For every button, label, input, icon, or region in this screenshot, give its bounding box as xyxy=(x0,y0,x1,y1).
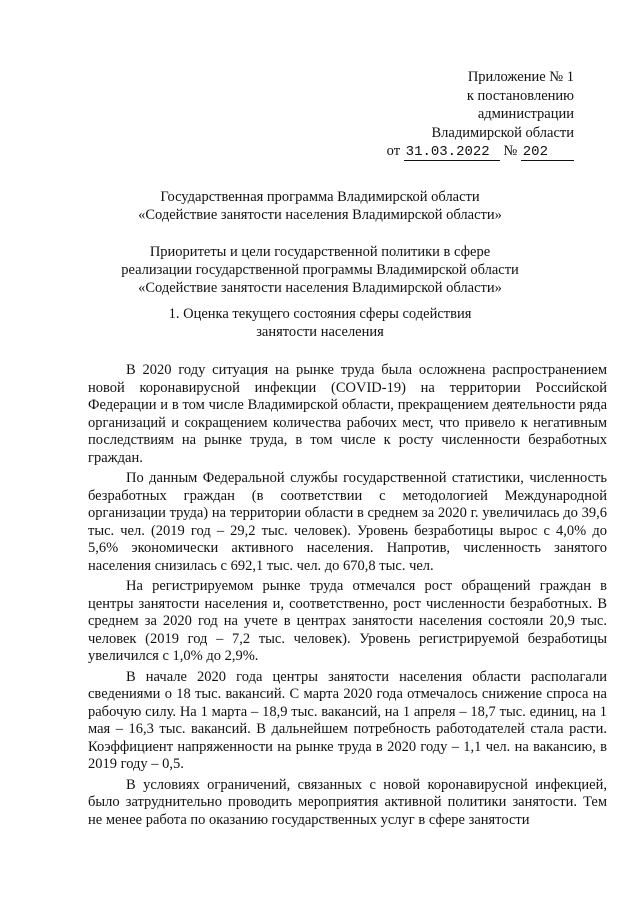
appendix-line: к постановлению xyxy=(466,87,574,104)
decree-date-number xyxy=(387,142,574,161)
appendix-title: Приложение № 1 xyxy=(467,69,574,85)
appendix-line: Владимирской области xyxy=(431,124,574,141)
paragraph: В условиях ограничений, связанных с новой коронавирусной инфекцией, было затруднительно проводить мероприятия активной политики занятости. Тем не менее работа по оказанию государственных услуг в сфере занятости xyxy=(88,776,607,828)
section-title-line: 1. Оценка текущего состояния сферы содействия xyxy=(168,306,472,322)
paragraph: В 2020 году ситуация на рынке труда была осложнена распространением новой коронавирусной инфекции (COVID-19) на территории Российской Федерации и в том числе Владимирской области, прекращением деятельности ряда организаций и сокращением количества рабочих мест, что привело к негативным последствиям на рынке труда, в том числе к росту численности безработных граждан. xyxy=(88,362,607,466)
paragraph: В начале 2020 года центры занятости населения области располагали сведениями о 18 тыс. вакансий. С марта 2020 года отмечалось снижение спроса на рабочую силу. На 1 марта – 18,9 тыс. вакансий, на 1 апреля – 18,7 тыс. единиц, на 1 мая – 16,3 тыс. вакансий. В дальнейшем потребность работодателей стала расти. Коэффициент напряженности на рынке труда в 2020 году – 1,1 чел. на вакансию, в 2019 году – 0,5. xyxy=(88,668,607,772)
priorities-title-line: реализации государственной программы Владимирской области xyxy=(121,262,519,278)
section-title-line: занятости населения xyxy=(256,324,384,340)
decree-number: 202 xyxy=(521,144,574,161)
from-label: от xyxy=(386,143,401,159)
program-title xyxy=(80,188,560,224)
priorities-title xyxy=(80,243,560,297)
program-title-line: «Содействие занятости населения Владимирской области» xyxy=(138,207,502,223)
priorities-title-line: «Содействие занятости населения Владимирской области» xyxy=(138,280,502,296)
number-label: № xyxy=(503,143,518,159)
decree-date: 31.03.2022 xyxy=(404,144,500,161)
appendix-header xyxy=(387,68,574,161)
body-text xyxy=(88,362,607,829)
paragraph: На регистрируемом рынке труда отмечался рост обращений граждан в центры занятости населения и, соответственно, рост численности безработных. В среднем за 2020 год на учете в центрах занятости населения состояли 20,9 тыс. человек (2019 год – 7,2 тыс. человек). Уровень регистрируемой безработицы увеличился с 1,0% до 2,9%. xyxy=(88,578,607,664)
priorities-title-line: Приоритеты и цели государственной политики в сфере xyxy=(149,244,491,260)
section-title xyxy=(80,305,560,341)
appendix-line: администрации xyxy=(477,106,574,122)
paragraph: По данным Федеральной службы государственной статистики, численность безработных граждан (в соответствии с методологией Международной организации труда) на территории области в среднем за 2020 г. увеличилась до 39,6 тыс. чел. (2019 год – 29,2 тыс. человек). Уровень безработицы вырос с 4,0% до 5,6% экономически активного населения. Напротив, численность занятого населения снизилась с 692,1 тыс. чел. до 670,8 тыс. чел. xyxy=(88,470,607,574)
program-title-line: Государственная программа Владимирской области xyxy=(160,189,480,205)
